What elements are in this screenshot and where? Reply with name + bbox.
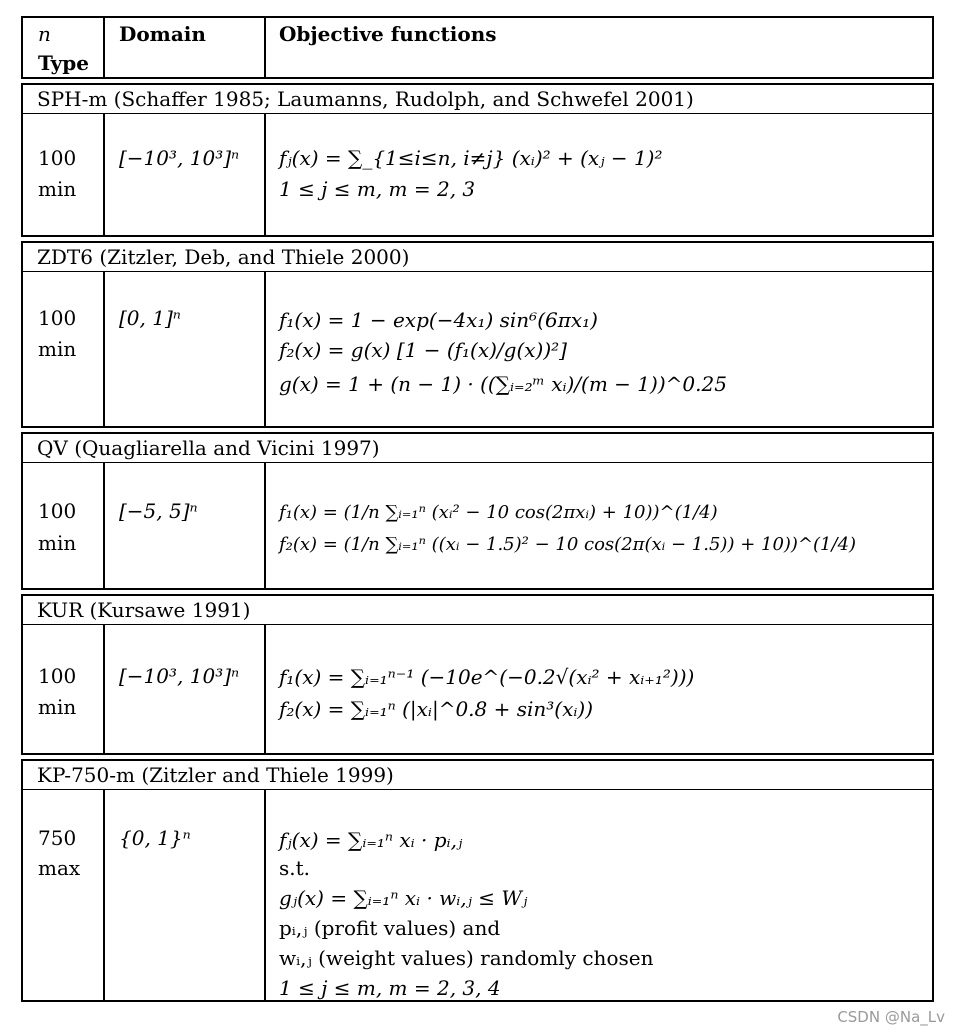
problem-block-zdt6 — [21, 241, 934, 428]
function-line: f₂(x) = ∑ᵢ₌₁ⁿ (|xᵢ|^0.8 + sin³(xᵢ)) — [279, 697, 594, 721]
function-line: g(x) = 1 + (n − 1) · ((∑ᵢ₌₂ᵐ xᵢ)/(m − 1))^0.25 — [279, 372, 727, 396]
function-line: 1 ≤ j ≤ m, m = 2, 3, 4 — [279, 976, 501, 1000]
function-line: fⱼ(x) = ∑ᵢ₌₁ⁿ xᵢ · pᵢ,ⱼ — [279, 828, 463, 852]
problem-block-qv — [21, 432, 934, 590]
problem-type: min — [38, 337, 77, 361]
problem-domain: [−10³, 10³]ⁿ — [119, 146, 240, 170]
function-line: gⱼ(x) = ∑ᵢ₌₁ⁿ xᵢ · wᵢ,ⱼ ≤ Wⱼ — [279, 886, 528, 910]
problem-block-kur — [21, 594, 934, 755]
header-domain: Domain — [119, 22, 206, 46]
function-line: f₁(x) = 1 − exp(−4x₁) sin⁶(6πx₁) — [279, 308, 598, 332]
problem-type: min — [38, 177, 77, 201]
function-line: f₂(x) = g(x) [1 − (f₁(x)/g(x))²] — [279, 338, 567, 362]
function-line: f₂(x) = (1/n ∑ᵢ₌₁ⁿ ((xᵢ − 1.5)² − 10 cos(2π(xᵢ − 1.5)) + 10))^(1/4) — [279, 534, 857, 555]
function-line: wᵢ,ⱼ (weight values) randomly chosen — [279, 946, 654, 970]
problem-type: max — [38, 856, 81, 880]
problem-domain: {0, 1}ⁿ — [119, 826, 191, 850]
function-line: f₁(x) = ∑ᵢ₌₁ⁿ⁻¹ (−10e^(−0.2√(xᵢ² + xᵢ₊₁²))) — [279, 665, 695, 689]
problem-domain: [−10³, 10³]ⁿ — [119, 664, 240, 688]
problem-title: KP-750-m (Zitzler and Thiele 1999) — [23, 761, 932, 790]
header-type: Type — [38, 51, 90, 75]
function-line: 1 ≤ j ≤ m, m = 2, 3 — [279, 177, 476, 201]
problem-domain: [0, 1]ⁿ — [119, 306, 181, 330]
problem-type: min — [38, 695, 77, 719]
header-n: n — [38, 22, 51, 46]
problem-title: ZDT6 (Zitzler, Deb, and Thiele 2000) — [23, 243, 932, 272]
problem-title: QV (Quagliarella and Vicini 1997) — [23, 434, 932, 463]
problem-n: 100 — [38, 306, 77, 330]
function-line: s.t. — [279, 856, 311, 880]
problem-title: SPH-m (Schaffer 1985; Laumanns, Rudolph, and Schwefel 2001) — [23, 85, 932, 114]
problem-block-sph — [21, 83, 934, 237]
watermark: CSDN @Na_Lv — [837, 1008, 945, 1026]
function-line: fⱼ(x) = ∑_{1≤i≤n, i≠j} (xᵢ)² + (xⱼ − 1)² — [279, 146, 663, 170]
problem-n: 100 — [38, 146, 77, 170]
problem-title: KUR (Kursawe 1991) — [23, 596, 932, 625]
table-header — [21, 16, 934, 79]
function-line: f₁(x) = (1/n ∑ᵢ₌₁ⁿ (xᵢ² − 10 cos(2πxᵢ) + 10))^(1/4) — [279, 502, 718, 523]
header-objective: Objective functions — [279, 22, 497, 46]
problem-n: 750 — [38, 826, 77, 850]
problem-type: min — [38, 531, 77, 555]
problem-block-kp750 — [21, 759, 934, 1002]
problem-n: 100 — [38, 664, 77, 688]
problem-n: 100 — [38, 499, 77, 523]
problem-domain: [−5, 5]ⁿ — [119, 499, 198, 523]
function-line: pᵢ,ⱼ (profit values) and — [279, 916, 501, 940]
